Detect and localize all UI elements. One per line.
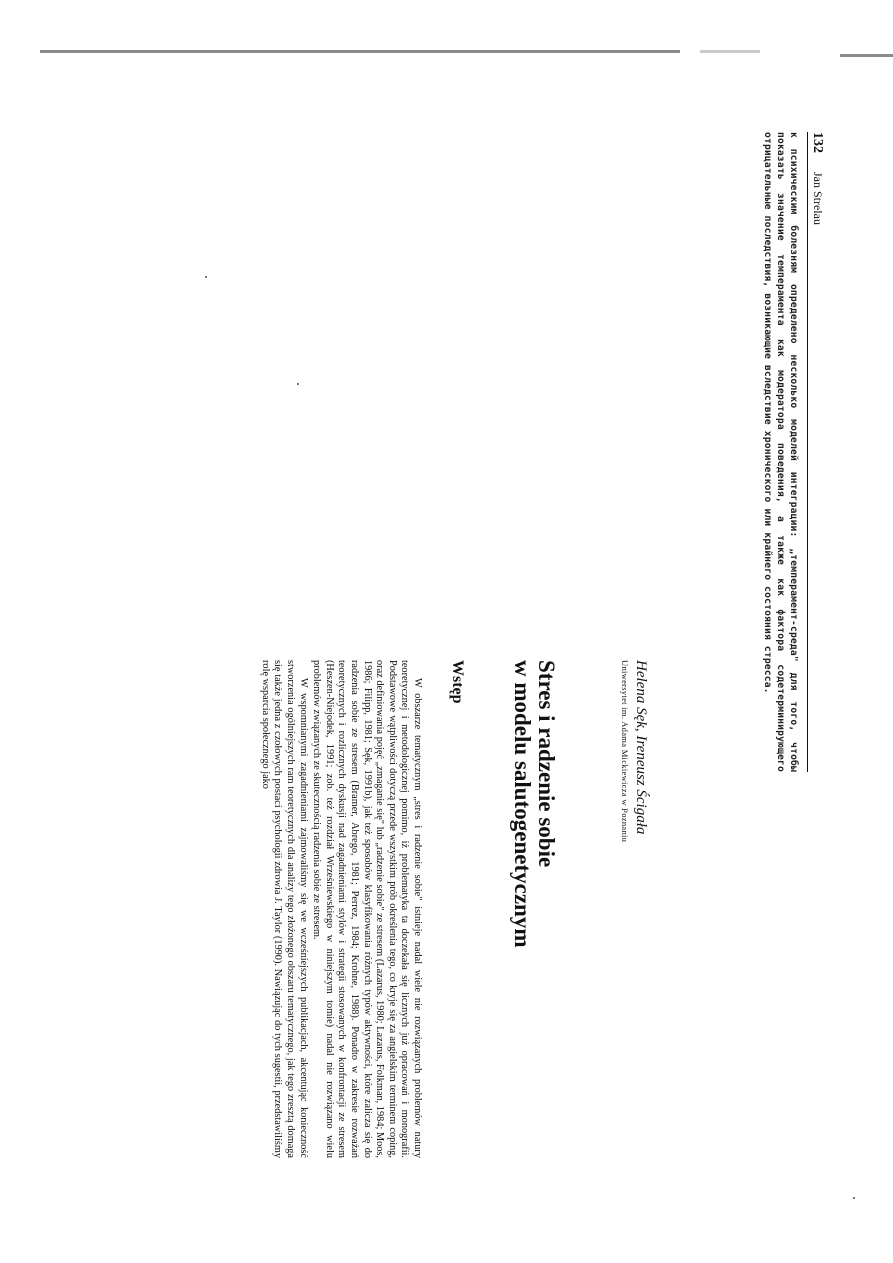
author-affiliation: Uniwersytet im. Adama Mickiewicza w Poznaniu	[620, 660, 630, 843]
article-body	[258, 660, 423, 1158]
scan-speck	[205, 276, 207, 278]
section-heading: Wstęp	[449, 660, 466, 704]
body-paragraph-2: W wspomnianymi zagadnieniami zajmowaliśmy się we wcześniejszych publikacjach, akcentując konieczność stworzenia ogólniejszych ram teoretycznych dla analizy tego złożonego obszaru tematycznego, jak tego zresztą domaga się także jedna z czołowych postaci psychologii zdrowia J. Taylor (1990). Nawiązując do tych sugestii, przedstawiliśmy rolę wsparcia społecznego jako	[259, 660, 309, 1158]
article-title	[510, 660, 558, 1220]
running-head-author: Jan Strelau	[811, 172, 825, 225]
article-authors: Helena Sęk, Ireneusz Ścigała	[633, 660, 649, 835]
page-number: 132	[810, 132, 825, 153]
article-title-line-2: w modelu salutogenetycznym	[510, 660, 535, 948]
body-paragraph-1: W obszarze tematycznym „stres i radzenie sobie" istnieje nadal wiele nie rozwiązanych problemów natury teoretycznej i metodologicznej pomimo, iż problematyka ta doczekała się licznych już opracowań i monografii. Podstawowe wątpliwości dotyczą przede wszystkim prób określenia tego, co kryje się za angielskim terminem coping, oraz definiowania pojęć „zmaganie się" lub „radzenie sobie" ze stresem (Lazarus, 1980; Lazarus, Folkman, 1984; Moos, 1986; Filipp, 1981; Sęk, 1991b), jak też sposobów klasyfikowania różnych typów aktywności, które zalicza się do radzenia sobie ze stresem (Bramer, Abrego, 1981; Perrez, 1984; Krohne, 1988). Ponadto w zakresie rozważań teoretycznych i rozlicznych dyskusji nad zagadnieniami stylów i strategii stosowanych w konfrontacji ze stresem (Heszen-Niejodek, 1991; zob. też rozdział Wrześniewskiego w niniejszym tomie) nadal nie rozwiązano wielu problemów związanych ze skutecznością radzenia sobie ze stresem.	[311, 660, 423, 1158]
scan-speck	[853, 1197, 855, 1199]
russian-summary-paragraph: к психическим болезням определено несколько моделей интеграции: „темперамент-среда" для того, чтобы показать значение темперамента как модератора поведения, а также как фактора содетерминирующего отрицательные последствия, возникающие вследствие хронического или крайнего состояния стресса.	[762, 132, 799, 772]
running-head	[807, 132, 825, 772]
previous-chapter-ending	[761, 132, 800, 772]
scan-speck	[297, 383, 299, 385]
article-title-line-1: Stres i radzenie sobie	[534, 660, 559, 868]
